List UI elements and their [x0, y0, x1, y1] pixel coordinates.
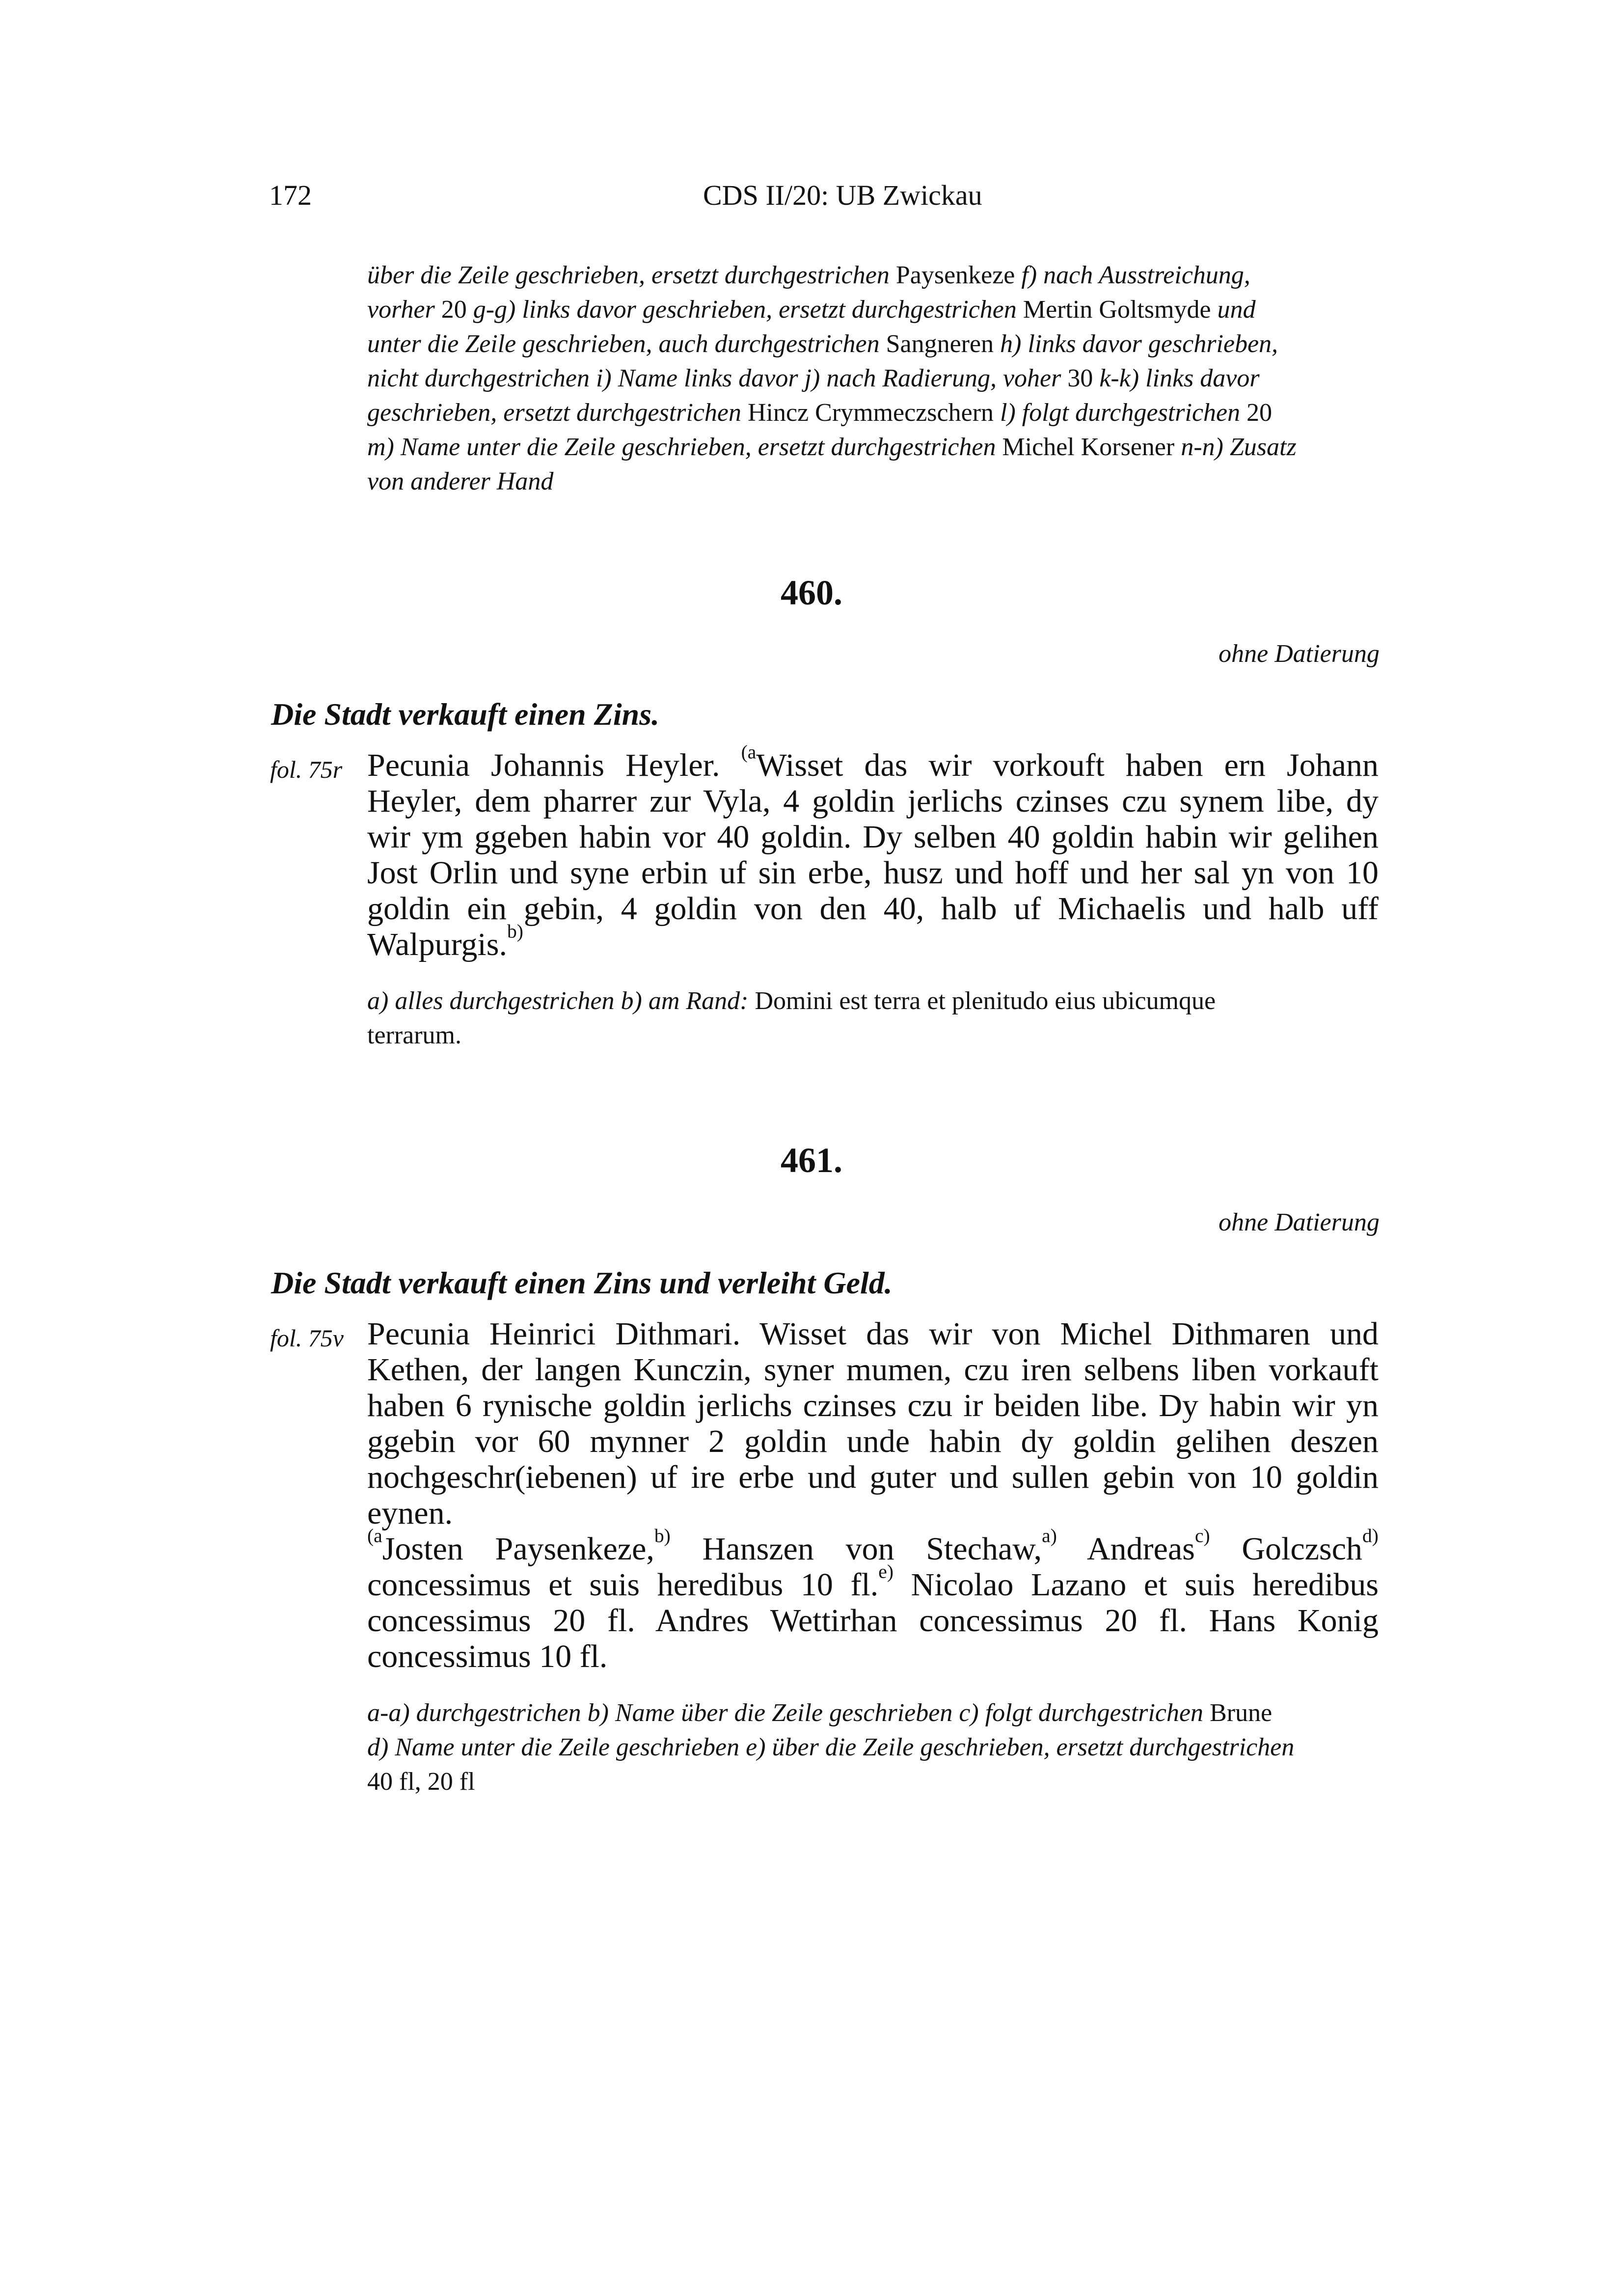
text-line: ggebin vor 60 mynner 2 goldin unde habin dy goldin gelihen deszen: [367, 1423, 1379, 1459]
footnote-line: [367, 430, 1379, 465]
note-variant: Paysenkeze: [895, 261, 1015, 289]
note-variant: Brune: [1210, 1699, 1272, 1727]
note-text: l) folgt durchgestrichen: [1000, 399, 1241, 427]
note-text: a-a) durchgestrichen b) Name über die Zeile geschrieben c) folgt durchgestrichen: [367, 1699, 1204, 1727]
footnote-line: [367, 1730, 1379, 1765]
note-text: über die Zeile geschrieben, ersetzt durchgestrichen: [367, 261, 890, 289]
note-variant: Hincz Crymmeczschern: [748, 399, 994, 427]
entry-date: ohne Datierung: [1218, 1208, 1380, 1236]
footnote-line: [367, 258, 1379, 293]
note-variant: Mertin Goltsmyde: [1023, 296, 1211, 324]
note-text: vorher: [367, 296, 435, 324]
text-line: Walpurgis.$^{b)}$: [367, 920, 523, 962]
text-line: concessimus 10 fl.: [367, 1639, 608, 1674]
note-variant: terrarum.: [367, 1021, 462, 1049]
note-text: und: [1217, 296, 1256, 324]
footnote-line: [367, 984, 1379, 1018]
note-variant: 20: [1246, 399, 1272, 427]
text-line: Pecunia Heinrici Dithmari. Wisset das wir von Michel Dithmaren und: [367, 1316, 1379, 1352]
note-variant: 40 fl, 20 fl: [367, 1768, 475, 1796]
footnote-line: [367, 1765, 1379, 1799]
note-text: d) Name unter die Zeile geschrieben e) über die Zeile geschrieben, ersetzt durchgestrichen: [367, 1733, 1295, 1761]
page-number: 172: [269, 179, 312, 211]
text-line: eynen.: [367, 1495, 453, 1531]
note-text: unter die Zeile geschrieben, auch durchgestrichen: [367, 330, 880, 358]
text-line: concessimus et suis heredibus 10 fl.$^{e)}$ Nicolao Lazano et suis heredibus: [367, 1560, 1379, 1603]
text-line: concessimus 20 fl. Andres Wettirhan concessimus 20 fl. Hans Konig: [367, 1603, 1379, 1639]
note-text: a) alles durchgestrichen b) am Rand:: [367, 987, 749, 1015]
note-text: von anderer Hand: [367, 467, 554, 495]
text-line: Heyler, dem pharrer zur Vyla, 4 goldin jerlichs czinses czu synem libe, dy: [367, 783, 1379, 819]
folio-reference: fol. 75v: [270, 1324, 344, 1352]
footnote-line: [367, 465, 1379, 499]
footnote-line: [367, 361, 1379, 396]
text-line: goldin ein gebin, 4 goldin von den 40, halb uf Michaelis und halb uff: [367, 891, 1379, 927]
note-variant: Domini est terra et plenitudo eius ubicumque: [755, 987, 1216, 1015]
text-line: $^{(a}$Josten Paysenkeze,$^{b)}$ Hanszen von Stechaw,$^{a)}$ Andreas$^{c)}$ Golczsch$^{d)}$: [367, 1525, 1379, 1567]
entry-text: [367, 741, 1379, 962]
entry-title: Die Stadt verkauft einen Zins und verleiht Geld.: [271, 1265, 893, 1300]
footnote-line: [367, 1696, 1379, 1730]
note-text: f) nach Ausstreichung,: [1021, 261, 1250, 289]
note-variant: 20: [441, 296, 467, 324]
text-line: haben 6 rynische goldin jerlichs czinses czu ir beiden libe. Dy habin wir yn: [367, 1388, 1379, 1423]
note-variant: Sangneren: [886, 330, 994, 358]
note-variant: Michel Korsener: [1002, 433, 1175, 461]
entry-number: 461.: [781, 1141, 842, 1180]
footnote-line: [367, 293, 1379, 327]
note-text: g-g) links davor geschrieben, ersetzt durchgestrichen: [473, 296, 1017, 324]
text-line: wir ym ggeben habin vor 40 goldin. Dy selben 40 goldin habin wir gelihen: [367, 819, 1379, 855]
note-text: geschrieben, ersetzt durchgestrichen: [367, 399, 741, 427]
folio-reference: fol. 75r: [270, 756, 343, 783]
text-line: Pecunia Johannis Heyler. $^{(a}$Wisset das wir vorkouft haben ern Johann: [367, 741, 1379, 783]
note-text: m) Name unter die Zeile geschrieben, ersetzt durchgestrichen: [367, 433, 996, 461]
entry-title: Die Stadt verkauft einen Zins.: [271, 697, 660, 732]
entry-text: [367, 1316, 1379, 1674]
note-text: nicht durchgestrichen i) Name links davor j) nach Radierung, voher: [367, 364, 1061, 392]
entry-footnotes: [367, 1696, 1379, 1799]
text-line: Jost Orlin und syne erbin uf sin erbe, husz und hoff und her sal yn von 10: [367, 855, 1379, 891]
entry-number: 460.: [781, 573, 842, 612]
note-text: k-k) links davor: [1099, 364, 1260, 392]
note-text: n-n) Zusatz: [1181, 433, 1297, 461]
top-footnotes: [367, 258, 1379, 499]
footnote-line: [367, 1018, 1379, 1053]
footnote-line: [367, 327, 1379, 361]
footnote-line: [367, 396, 1379, 430]
note-variant: 30: [1067, 364, 1093, 392]
text-line: nochgeschr(iebenen) uf ire erbe und guter und sullen gebin von 10 goldin: [367, 1459, 1379, 1495]
text-line: Kethen, der langen Kunczin, syner mumen, czu iren selbens liben vorkauft: [367, 1352, 1379, 1388]
entry-date: ohne Datierung: [1218, 640, 1380, 668]
running-title: CDS II/20: UB Zwickau: [703, 179, 982, 211]
entry-footnotes: [367, 984, 1379, 1053]
note-text: h) links davor geschrieben,: [1000, 330, 1278, 358]
